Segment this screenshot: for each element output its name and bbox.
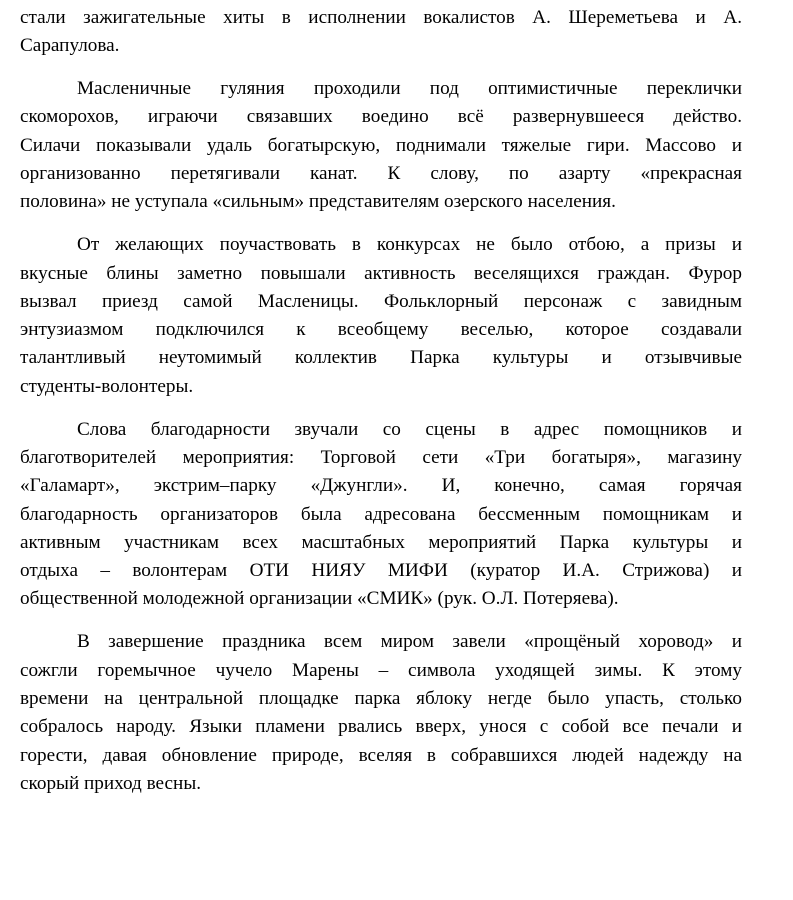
document-page (20, 4, 742, 813)
text-line: Силачи показывали удаль богатырскую, поднимали тяжелые гири. Массово и (20, 134, 742, 156)
text-line: В завершение праздника всем миром завели «прощёный хоровод» и (77, 631, 742, 653)
text-line: Слова благодарности звучали со сцены в адрес помощников и (77, 418, 742, 440)
text-line: благотворителей мероприятия: Торговой сети «Три богатыря», магазину (20, 446, 742, 468)
text-line: энтузиазмом подключился к всеобщему веселью, которое создавали (20, 319, 742, 341)
text-line: собралось народу. Языки пламени рвались вверх, унося с собой все печали и (20, 716, 742, 738)
text-line: общественной молодежной организации «СМИК» (рук. О.Л. Потеряева). (20, 588, 619, 610)
paragraph-3 (20, 231, 742, 401)
text-line: времени на центральной площадке парка яблоку негде было упасть, столько (20, 687, 742, 709)
text-line: скорый приход весны. (20, 772, 202, 794)
text-line: скоморохов, играючи связавших воедино всё развернувшееся действо. (20, 106, 742, 128)
text-line: благодарность организаторов была адресована бессменным помощникам и (20, 503, 742, 525)
text-line: половина» не уступала «сильным» представителям озерского населения. (20, 191, 616, 213)
text-line: стали зажигательные хиты в исполнении вокалистов А. Шереметьева и А. (20, 7, 742, 28)
text-line: активным участникам всех масштабных мероприятий Парка культуры и (20, 531, 742, 553)
paragraph-4 (20, 416, 742, 614)
text-line: «Галамарт», экстрим–парку «Джунгли». И, конечно, самая горячая (20, 475, 742, 497)
text-line: талантливый неутомимый коллектив Парка культуры и отзывчивые (20, 347, 742, 369)
text-line: Масленичные гуляния проходили под оптимистичные переклички (77, 78, 742, 100)
paragraph-1 (20, 4, 742, 61)
text-line: организованно перетягивали канат. К слову, по азарту «прекрасная (20, 163, 742, 185)
paragraph-5 (20, 628, 742, 798)
text-line: От желающих поучаствовать в конкурсах не было отбою, а призы и (77, 234, 742, 256)
text-line: вызвал приезд самой Масленицы. Фольклорный персонаж с завидным (20, 290, 742, 312)
text-line: отдыха – волонтерам ОТИ НИЯУ МИФИ (куратор И.А. Стрижова) и (20, 560, 742, 582)
text-line: сожгли горемычное чучело Марены – символа уходящей зимы. К этому (20, 659, 742, 681)
text-line: студенты-волонтеры. (20, 375, 194, 397)
text-line: горести, давая обновление природе, вселяя в собравшихся людей надежду на (20, 744, 742, 766)
text-line: вкусные блины заметно повышали активность веселящихся граждан. Фурор (20, 262, 742, 284)
paragraph-2 (20, 75, 742, 216)
text-line: Сарапулова. (20, 35, 120, 57)
